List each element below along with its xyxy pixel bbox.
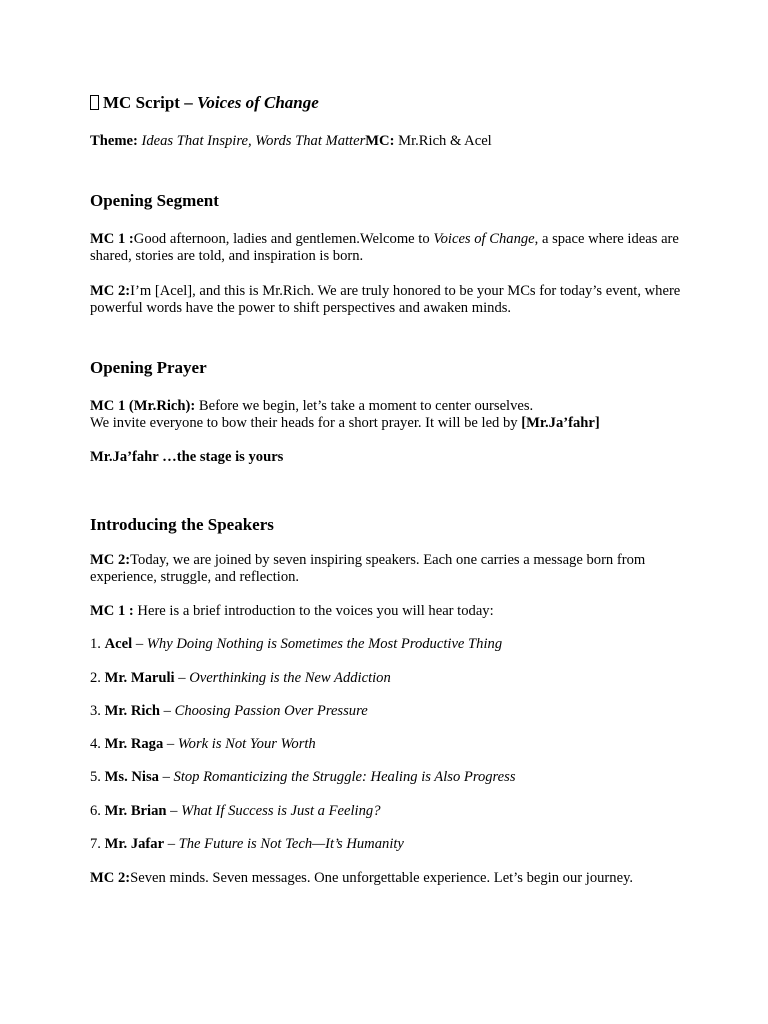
- list-number: 2.: [90, 670, 101, 686]
- speaker-label: MC 1 :: [90, 231, 134, 247]
- theme-value: Ideas That Inspire, Words That Matter: [141, 133, 366, 149]
- list-number: 4.: [90, 736, 101, 752]
- heading-opening-segment: Opening Segment: [90, 191, 219, 210]
- dash: –: [158, 769, 174, 785]
- speaker-name: Mr. Rich: [104, 703, 161, 719]
- speaker-label: MC 2:: [90, 283, 131, 299]
- heading-opening-prayer: Opening Prayer: [90, 358, 207, 377]
- paragraph-text: Before we begin, let’s take a moment to center ourselves.: [195, 398, 534, 414]
- theme-label: Theme:: [90, 133, 138, 149]
- event-name: Voices of Change: [433, 231, 535, 247]
- list-number: 5.: [90, 769, 101, 785]
- theme-line: [90, 133, 690, 150]
- talk-title: What If Success is Just a Feeling?: [181, 803, 381, 819]
- prayer-leader: [Mr.Ja’fahr]: [521, 415, 600, 431]
- closing-paragraph: [90, 870, 690, 887]
- mc-label: MC:: [365, 133, 395, 149]
- paragraph-text: We invite everyone to bow their heads for a short prayer. It will be led by: [90, 415, 522, 431]
- speakers-paragraph-2: [90, 603, 690, 620]
- dash: –: [163, 736, 178, 752]
- paragraph-text: Today, we are joined by seven inspiring speakers. Each one carries a message born from experience, struggle, and reflection.: [90, 552, 646, 585]
- list-number: 1.: [90, 636, 101, 652]
- heading-introducing-speakers: Introducing the Speakers: [90, 515, 274, 534]
- speaker-name: Acel: [104, 636, 133, 652]
- talk-title: Stop Romanticizing the Struggle: Healing is Also Progress: [173, 769, 516, 785]
- list-item: [90, 670, 690, 687]
- document-title: [90, 92, 690, 114]
- title-event-name: Voices of Change: [196, 93, 319, 112]
- list-item: [90, 703, 690, 720]
- list-item: [90, 836, 690, 853]
- talk-title: Why Doing Nothing is Sometimes the Most Productive Thing: [146, 636, 503, 652]
- prayer-paragraph-1: [90, 398, 690, 432]
- list-item: [90, 636, 690, 653]
- list-item: [90, 803, 690, 820]
- list-number: 7.: [90, 836, 101, 852]
- opening-paragraph-2: [90, 283, 690, 317]
- list-item: [90, 769, 690, 786]
- paragraph-text: Seven minds. Seven messages. One unforgettable experience. Let’s begin our journey.: [130, 870, 634, 886]
- prayer-handover: Mr.Ja’fahr …the stage is yours: [90, 449, 284, 465]
- talk-title: Work is Not Your Worth: [177, 736, 316, 752]
- paragraph-text: Here is a brief introduction to the voices you will hear today:: [133, 603, 494, 619]
- talk-title: Overthinking is the New Addiction: [189, 670, 391, 686]
- prayer-paragraph-2: [90, 449, 690, 466]
- mc-value: Mr.Rich & Acel: [394, 133, 492, 149]
- speaker-label: MC 1 (Mr.Rich):: [90, 398, 196, 414]
- paragraph-text: Good afternoon, ladies and gentlemen.Welcome to: [133, 231, 434, 247]
- talk-title: Choosing Passion Over Pressure: [174, 703, 368, 719]
- list-number: 3.: [90, 703, 101, 719]
- dash: –: [166, 803, 182, 819]
- talk-title: The Future is Not Tech—It’s Humanity: [178, 836, 404, 852]
- speaker-label: MC 2:: [90, 552, 131, 568]
- speaker-name: Mr. Brian: [104, 803, 167, 819]
- dash: –: [160, 703, 175, 719]
- speakers-paragraph-1: [90, 552, 690, 586]
- speaker-label: MC 2:: [90, 870, 131, 886]
- dash: –: [132, 636, 147, 652]
- opening-paragraph-1: [90, 231, 690, 265]
- paragraph-text: , a space where ideas are shared, stories are told, and inspiration is born.: [90, 231, 679, 264]
- dash: –: [174, 670, 190, 686]
- list-number: 6.: [90, 803, 101, 819]
- speaker-name: Mr. Maruli: [104, 670, 175, 686]
- speaker-name: Mr. Raga: [104, 736, 164, 752]
- speaker-label: MC 1 :: [90, 603, 134, 619]
- speaker-name: Ms. Nisa: [104, 769, 159, 785]
- list-item: [90, 736, 690, 753]
- paragraph-text: I’m [Acel], and this is Mr.Rich. We are truly honored to be your MCs for today’s event, where powerful words have the power to shift perspectives and awaken minds.: [90, 283, 681, 316]
- dash: –: [164, 836, 179, 852]
- speaker-name: Mr. Jafar: [104, 836, 165, 852]
- missing-glyph-icon: [90, 95, 99, 110]
- title-prefix: MC Script –: [103, 93, 197, 112]
